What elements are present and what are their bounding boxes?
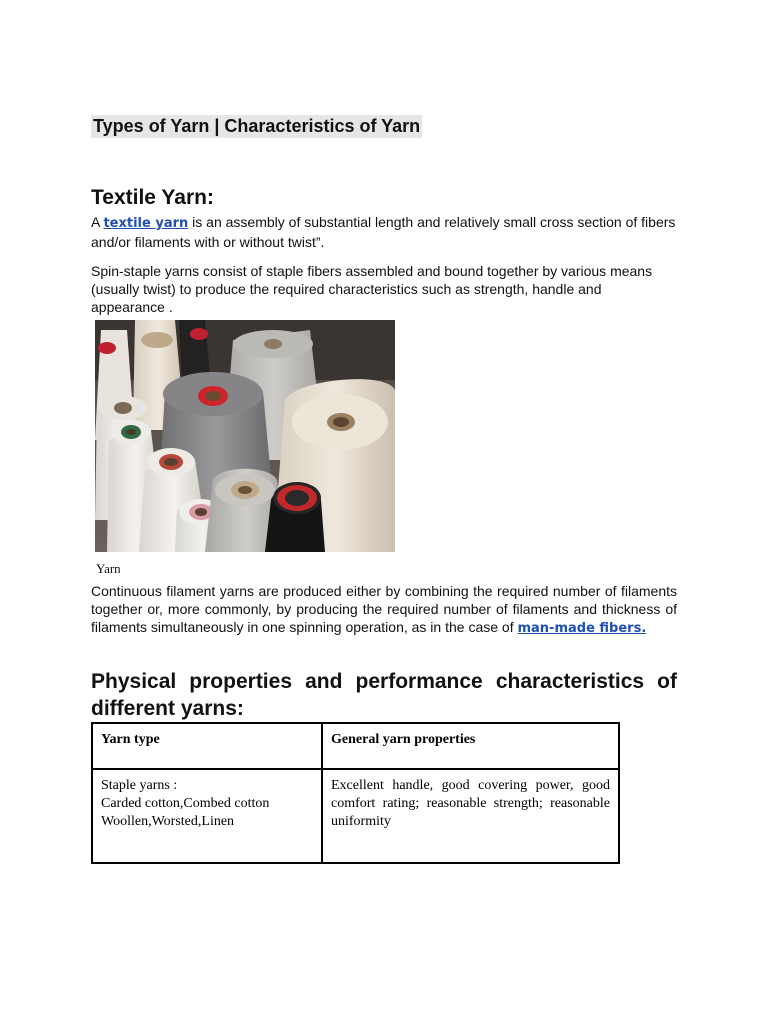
page-title: Types of Yarn | Characteristics of Yarn: [93, 116, 421, 136]
image-caption: Yarn: [96, 561, 121, 576]
continuous-filament-paragraph: [91, 582, 677, 638]
textile-yarn-heading: Textile Yarn:: [91, 186, 214, 209]
table-header-row: [92, 723, 619, 769]
definition-prefix: A: [91, 214, 104, 230]
physical-properties-heading: Physical properties and performance characteristics of different yarns:: [91, 670, 677, 720]
yarn-type-line: Carded cotton,Combed cotton: [101, 796, 270, 811]
table-row: [92, 769, 619, 863]
yarn-type-line: Staple yarns :: [101, 778, 178, 793]
spin-staple-paragraph: Spin-staple yarns consist of staple fibers assembled and bound together by various means (usually twist) to produce the required characteristics such as strength, handle and appearance .: [91, 263, 653, 315]
yarn-cones-photo: [95, 320, 395, 552]
man-made-fibers-link[interactable]: man-made fibers.: [517, 621, 647, 636]
yarn-properties-table: [91, 722, 620, 864]
textile-yarn-link[interactable]: textile yarn: [103, 216, 189, 231]
header-yarn-type: Yarn type: [92, 723, 322, 769]
yarn-type-line: Woollen,Worsted,Linen: [101, 814, 235, 829]
definition-suffix: is an assembly of substantial length and relatively small cross section of fibers and/or filaments with or without twist”.: [91, 214, 676, 250]
cell-yarn-type: [92, 769, 322, 863]
cell-yarn-properties: Excellent handle, good covering power, good comfort rating; reasonable strength; reasonable uniformity: [322, 769, 619, 863]
header-general-properties: General yarn properties: [322, 723, 619, 769]
filament-text: Continuous filament yarns are produced either by combining the required number of filaments together or, more commonly, by producing the required number of filaments and thickness of filaments simultaneously in one spinning operation, as in the case of: [91, 583, 677, 635]
textile-yarn-definition: [91, 213, 677, 251]
